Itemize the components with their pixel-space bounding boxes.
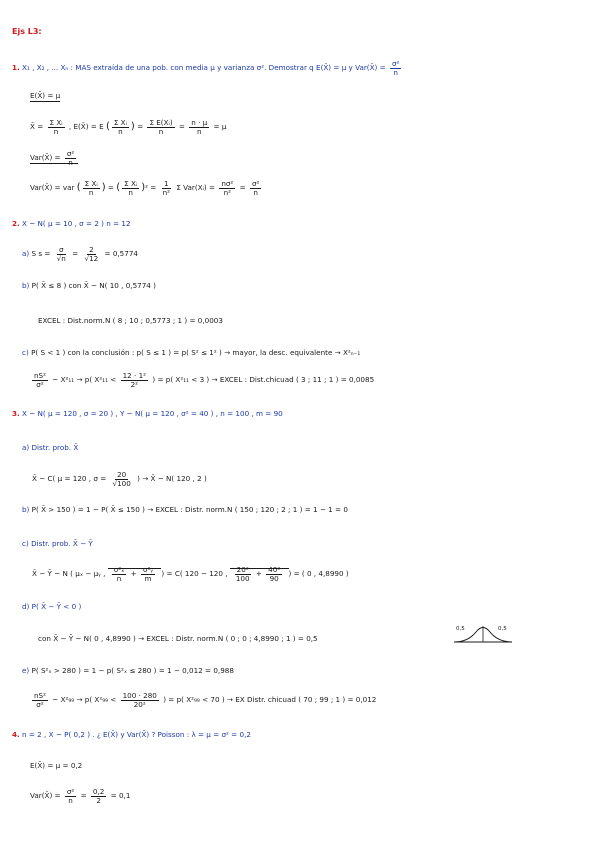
curve-right-label: 0,5 <box>498 626 507 632</box>
fraction: $\frac{\text{σ²}}{n}$ <box>391 59 400 77</box>
exercise-number: 3. <box>12 409 20 418</box>
curve-left-label: 0,5 <box>456 626 465 632</box>
exercise-3a-calc: X̄ ~ C( μ = 120 , σ = $\frac{20}{√100}$ ) → X̄ ~ N( 120 , 2 ) <box>32 470 207 488</box>
exercise-number: 2. <box>12 219 20 228</box>
exercise-2-prompt: 2. X ~ N( μ = 10 , σ = 2 ) n = 12 <box>12 219 131 228</box>
exercise-3d-title: d) P( X̄ − Ȳ < 0 ) <box>22 602 82 611</box>
exercise-4-mean: E(X̄) = μ = 0,2 <box>30 761 83 770</box>
exercise-3d-calc: con X̄ − Ȳ ~ N( 0 , 4,8990 ) → EXCEL : Distr. norm.N ( 0 ; 0 ; 4,8990 ; 1 ) = 0,5 <box>38 634 318 643</box>
exercise-1-heading-mean: E(X̄) = μ <box>30 91 61 100</box>
exercise-4-prompt: 4. n = 2 , X ~ P( 0,2 ) . ¿ E(X̄) y Var(X̄) ? Poisson : λ = μ = σ² = 0,2 <box>12 730 251 739</box>
exercise-1-heading-variance: Var(X̄) = $\frac{\text{σ²}}{n}$ <box>30 150 78 166</box>
exercise-3c-calc: X̄ − Ȳ ~ N ( μₓ − μᵧ , $\frac{\text{σ²ₓ}}{n}$ + $\frac{\text{σ²ᵧ}}{m}$ ) = C( 120 − 120 , $\frac{\text{20²}}{100}$ + $\frac{\text{40²}}{90}$ ) = ( 0 , 4,8990 ) <box>32 565 349 583</box>
header-title: Ejs L3 <box>12 27 39 36</box>
exercise-3a-title: a) Distr. prob. X̄ <box>22 443 79 452</box>
exercise-number: 1. <box>12 63 20 73</box>
exercise-3e: e) P( S²ₓ > 280 ) = 1 − p( S²ₓ ≤ 280 ) = 1 − 0,012 = 0,988 <box>22 666 234 675</box>
exercise-3-prompt: 3. X ~ N( μ = 120 , σ = 20 ) , Y ~ N( μ = 120 , σ² = 40 ) , n = 100 , m = 90 <box>12 409 283 418</box>
exercise-3b: b) P( X̄ > 150 ) = 1 − P( X̄ ≤ 150 ) → EXCEL : Distr. norm.N ( 150 ; 120 ; 2 ; 1 ) = 1 − 1 = 0 <box>22 505 348 514</box>
page-header: Ejs L3: <box>12 27 42 36</box>
exercise-4-variance: Var(X̄) = $\frac{\text{σ²}}{n}$ = $\frac{0,2}{2}$ = 0,1 <box>30 787 131 805</box>
exercise-2c: c) P( S < 1 ) con la conclusión : p( S ≤ 1 ) = p( S² ≤ 1² ) → mayor, la desc. equivalente → X²ₙ₋₁ <box>22 348 361 357</box>
exercise-3e-calc: $\frac{\text{nS²}}{\text{σ²}}$ ~ X²₉₉ → p( X²₉₉ < $\frac{100 \cdot 280}{\text{20²}}$ ) = p( X²₉₉ < 70 ) → EX Distr. chicuad ( 70 ; 99 ; 1 ) = 0,012 <box>34 691 377 709</box>
exercise-2b-excel: EXCEL : Dist.norm.N ( 8 ; 10 ; 0,5773 ; 1 ) = 0,0003 <box>38 316 223 325</box>
normal-curve-sketch <box>452 622 514 648</box>
exercise-number: 4. <box>12 730 20 739</box>
exercise-1-prompt: 1. X₁ , X₂ , ... Xₙ : MAS extraída de una pob. con media μ y varianza σ². Demostrar q E(X̄) = μ y Var(X̄) = $\frac{\text{σ²}}{n}$ <box>12 59 400 77</box>
exercise-2c-calc: $\frac{\text{nS²}}{\text{σ²}}$ ~ X²₁₁ → p( X²₁₁ < $\frac{\text{12 · 1²}}{\text{2²}}$ ) = p( X²₁₁ < 3 ) → EXCEL : Dist.chicuad ( 3 ; 11 ; 1 ) = 0,0085 <box>34 371 375 389</box>
exercise-3c-title: c) Distr. prob. X̄ − Ȳ <box>22 539 93 548</box>
exercise-1-mean-proof: X̄ = $\frac{\text{Σ Xᵢ}}{n}$ , E(X̄) = E ( $\frac{\text{Σ Xᵢ}}{n}$ ) = $\frac{\text{Σ E(Xᵢ)}}{n}$ = $\frac{n \cdot \mu}{n}$ = μ <box>30 118 227 136</box>
exercise-2b: b) P( X̄ ≤ 8 ) con X̄ ~ N( 10 , 0,5774 ) <box>22 281 156 290</box>
exercise-1-variance-proof: Var(X̄) = var ( $\frac{\text{Σ Xᵢ}}{n}$ ) = ( $\frac{\text{Σ Xᵢ}}{n}$ )² = $\frac{1}{\text{n²}}$ Σ Var(Xᵢ) = $\frac{\text{nσ²}}{\text{n²}}$ = $\frac{\text{σ²}}{n}$ <box>30 179 260 197</box>
exercise-2a: a) S s = $\frac{\sigma}{√n}$ = $\frac{2}{√12}$ = 0,5774 <box>22 245 138 263</box>
